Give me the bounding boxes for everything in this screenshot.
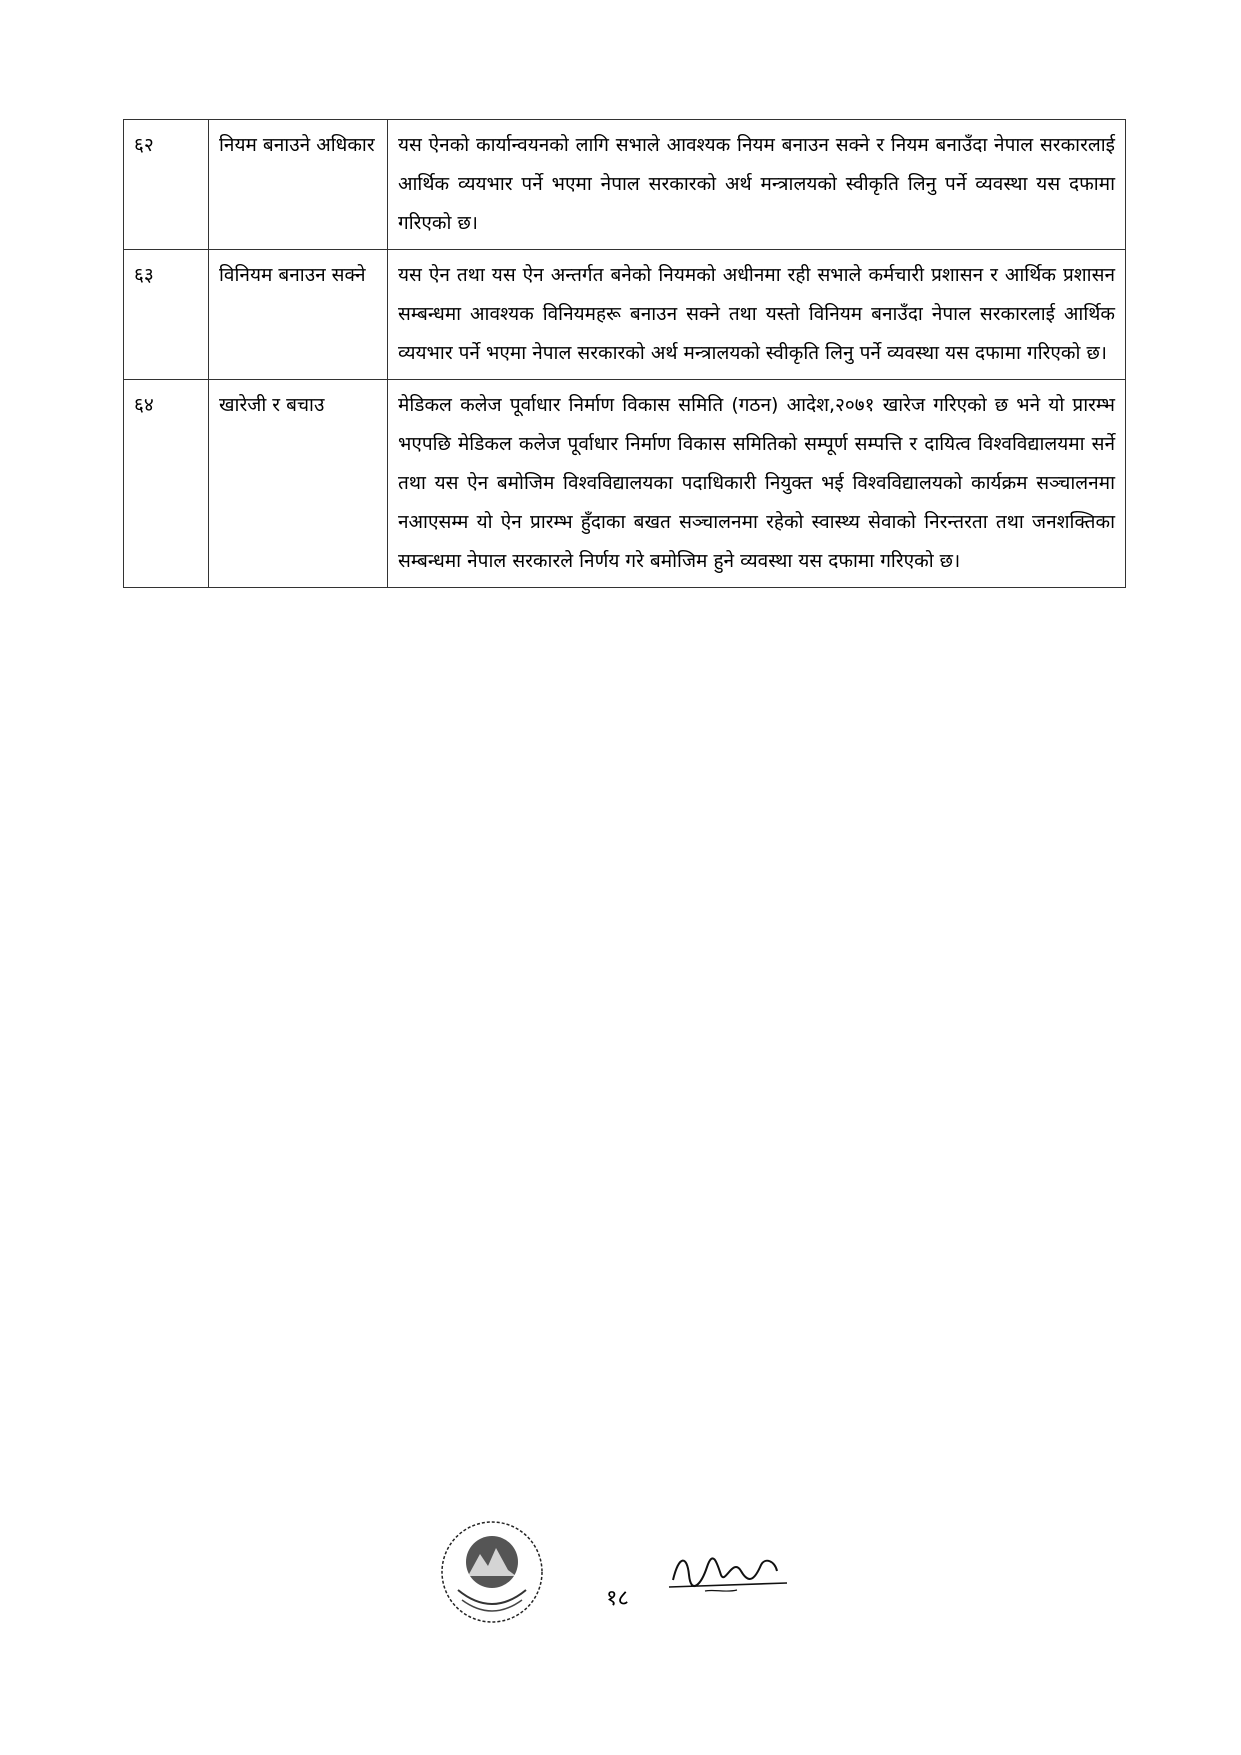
section-description: यस ऐन तथा यस ऐन अन्तर्गत बनेको नियमको अधीनमा रही सभाले कर्मचारी प्रशासन र आर्थिक प्रशासन सम्बन्धमा आवश्यक विनियमहरू बनाउन सक्ने तथा यस्तो विनियम बनाउँदा नेपाल सरकारलाई आर्थिक व्ययभार पर्ने भएमा नेपाल सरकारको अर्थ मन्त्रालयको स्वीकृति लिनु पर्ने व्यवस्था यस दफामा गरिएको छ। xyxy=(388,250,1126,380)
table-row xyxy=(124,250,1126,380)
government-seal-icon xyxy=(438,1518,546,1626)
sections-table xyxy=(123,119,1126,588)
table-row xyxy=(124,120,1126,250)
section-description: यस ऐनको कार्यान्वयनको लागि सभाले आवश्यक नियम बनाउन सक्ने र नियम बनाउँदा नेपाल सरकारलाई आर्थिक व्ययभार पर्ने भएमा नेपाल सरकारको अर्थ मन्त्रालयको स्वीकृति लिनु पर्ने व्यवस्था यस दफामा गरिएको छ। xyxy=(388,120,1126,250)
section-number: ६४ xyxy=(124,380,209,588)
section-heading: नियम बनाउने अधिकार xyxy=(209,120,388,250)
page-number: १८ xyxy=(606,1586,629,1611)
table-row xyxy=(124,380,1126,588)
section-number: ६२ xyxy=(124,120,209,250)
section-description: मेडिकल कलेज पूर्वाधार निर्माण विकास समिति (गठन) आदेश,२०७१ खारेज गरिएको छ भने यो प्रारम्भ भएपछि मेडिकल कलेज पूर्वाधार निर्माण विकास समितिको सम्पूर्ण सम्पत्ति र दायित्व विश्वविद्यालयमा सर्ने तथा यस ऐन बमोजिम विश्वविद्यालयका पदाधिकारी नियुक्त भई विश्वविद्यालयको कार्यक्रम सञ्चालनमा नआएसम्म यो ऐन प्रारम्भ हुँदाका बखत सञ्चालनमा रहेको स्वास्थ्य सेवाको निरन्तरता तथा जनशक्तिका सम्बन्धमा नेपाल सरकारले निर्णय गरे बमोजिम हुने व्यवस्था यस दफामा गरिएको छ। xyxy=(388,380,1126,588)
section-heading: खारेजी र बचाउ xyxy=(209,380,388,588)
section-number: ६३ xyxy=(124,250,209,380)
section-heading: विनियम बनाउन सक्ने xyxy=(209,250,388,380)
signature-icon xyxy=(665,1545,790,1605)
